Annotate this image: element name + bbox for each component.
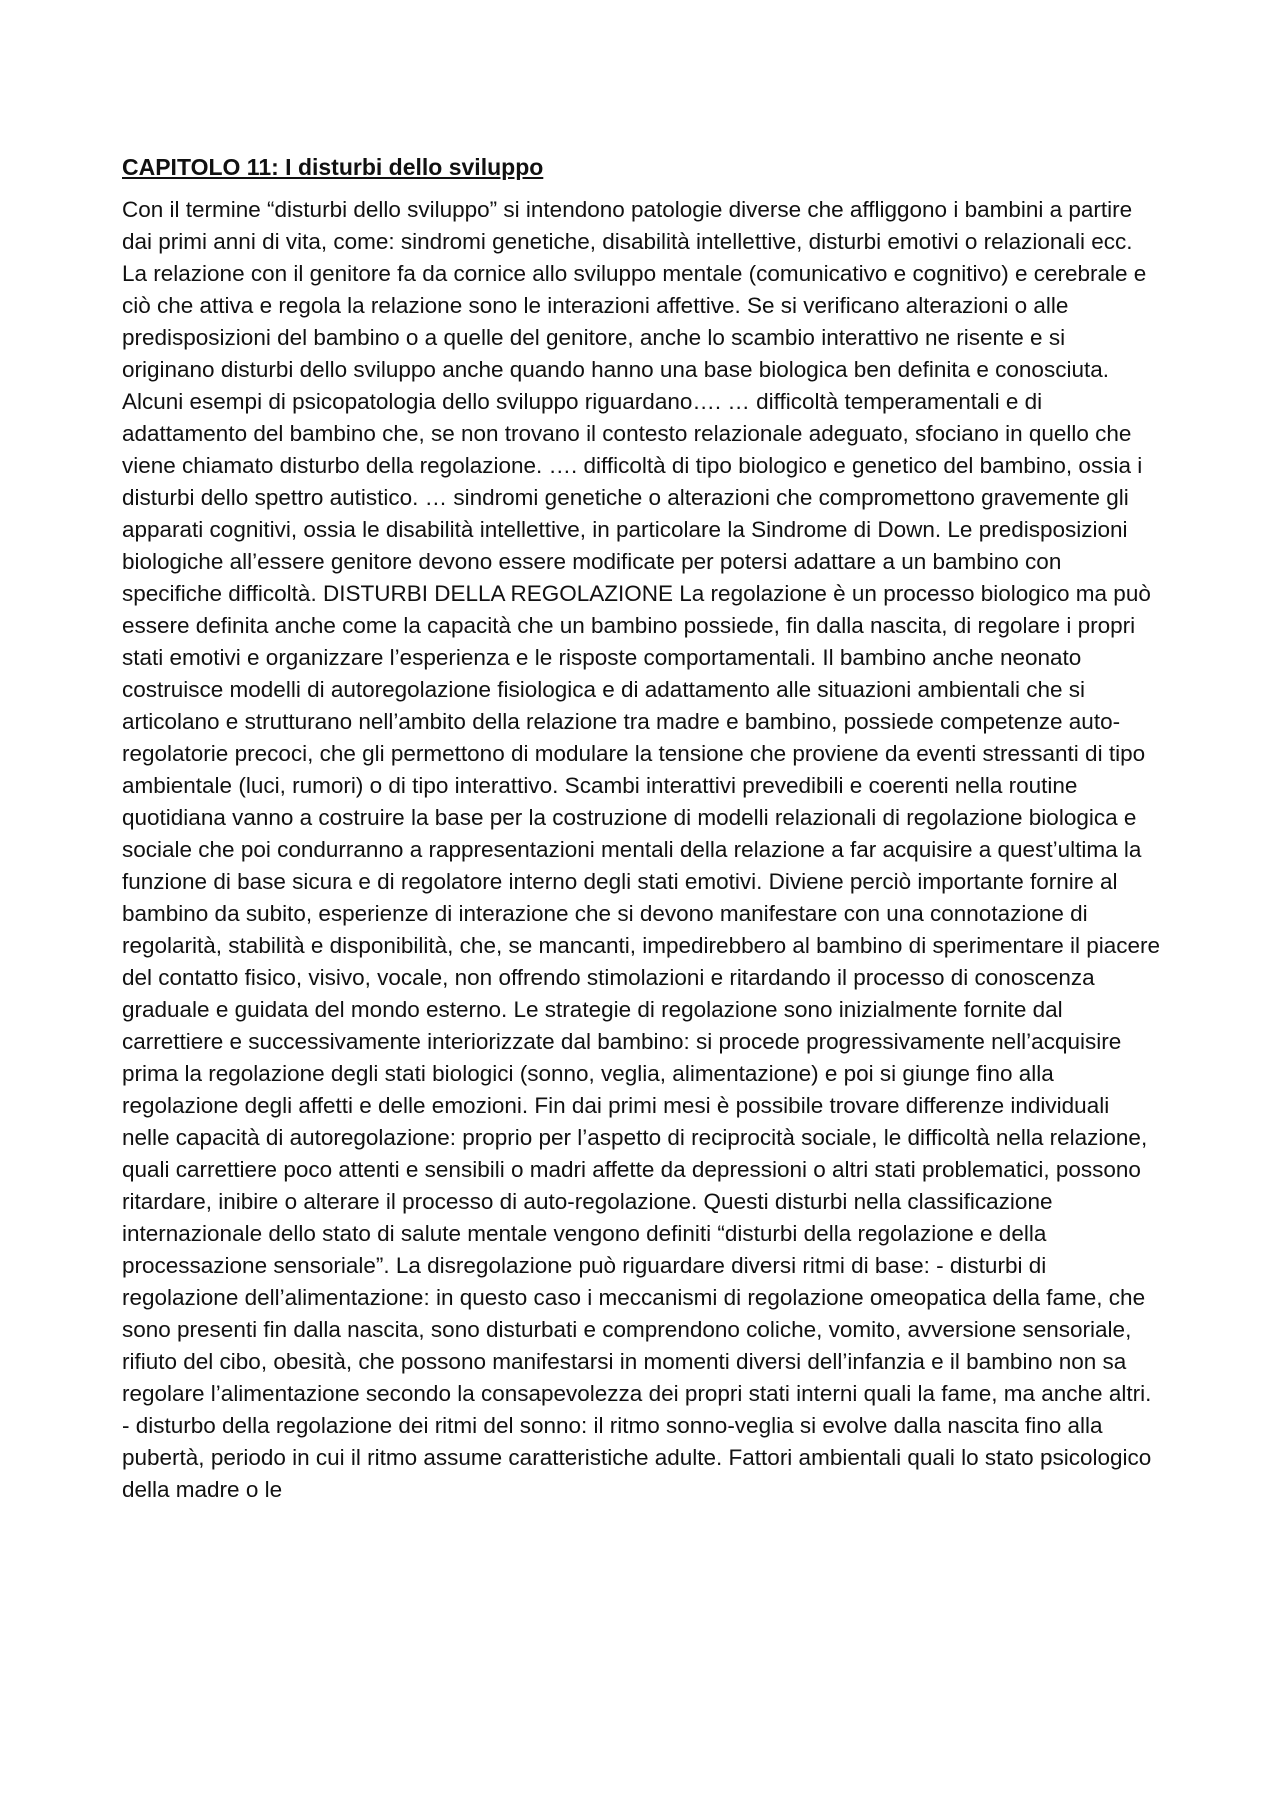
chapter-title: CAPITOLO 11: I disturbi dello sviluppo: [122, 154, 544, 180]
document-content: [122, 150, 1162, 1506]
body-paragraph: Con il termine “disturbi dello sviluppo” si intendono patologie diverse che affliggono i bambini a partire dai primi anni di vita, come: sindromi genetiche, disabilità intellettive, disturbi emotivi o relazionali ecc. La relazione con il genitore fa da cornice allo sviluppo mentale (comunicativo e cognitivo) e cerebrale e ciò che attiva e regola la relazione sono le interazioni affettive. Se si verificano alterazioni o alle predisposizioni del bambino o a quelle del genitore, anche lo scambio interattivo ne risente e si originano disturbi dello sviluppo anche quando hanno una base biologica ben definita e conosciuta. Alcuni esempi di psicopatologia dello sviluppo riguardano…. … difficoltà temperamentali e di adattamento del bambino che, se non trovano il contesto relazionale adeguato, sfociano in quello che viene chiamato disturbo della regolazione. …. difficoltà di tipo biologico e genetico del bambino, ossia i disturbi dello spettro autistico. … sindromi genetiche o alterazioni che compromettono gravemente gli apparati cognitivi, ossia le disabilità intellettive, in particolare la Sindrome di Down. Le predisposizioni biologiche all’essere genitore devono essere modificate per potersi adattare a un bambino con specifiche difficoltà. DISTURBI DELLA REGOLAZIONE La regolazione è un processo biologico ma può essere definita anche come la capacità che un bambino possiede, fin dalla nascita, di regolare i propri stati emotivi e organizzare l’esperienza e le risposte comportamentali. Il bambino anche neonato costruisce modelli di autoregolazione fisiologica e di adattamento alle situazioni ambientali che si articolano e strutturano nell’ambito della relazione tra madre e bambino, possiede competenze auto-regolatorie precoci, che gli permettono di modulare la tensione che proviene da eventi stressanti di tipo ambientale (luci, rumori) o di tipo interattivo. Scambi interattivi prevedibili e coerenti nella routine quotidiana vanno a costruire la base per la costruzione di modelli relazionali di regolazione biologica e sociale che poi condurranno a rappresentazioni mentali della relazione a far acquisire a quest’ultima la funzione di base sicura e di regolatore interno degli stati emotivi. Diviene perciò importante fornire al bambino da subito, esperienze di interazione che si devono manifestare con una connotazione di regolarità, stabilità e disponibilità, che, se mancanti, impedirebbero al bambino di sperimentare il piacere del contatto fisico, visivo, vocale, non offrendo stimolazioni e ritardando il processo di conoscenza graduale e guidata del mondo esterno. Le strategie di regolazione sono inizialmente fornite dal carrettiere e successivamente interiorizzate dal bambino: si procede progressivamente nell’acquisire prima la regolazione degli stati biologici (sonno, veglia, alimentazione) e poi si giunge fino alla regolazione degli affetti e delle emozioni. Fin dai primi mesi è possibile trovare differenze individuali nelle capacità di autoregolazione: proprio per l’aspetto di reciprocità sociale, le difficoltà nella relazione, quali carrettiere poco attenti e sensibili o madri affette da depressioni o altri stati problematici, possono ritardare, inibire o alterare il processo di auto-regolazione. Questi disturbi nella classificazione internazionale dello stato di salute mentale vengono definiti “disturbi della regolazione e della processazione sensoriale”. La disregolazione può riguardare diversi ritmi di base: - disturbi di regolazione dell’alimentazione: in questo caso i meccanismi di regolazione omeopatica della fame, che sono presenti fin dalla nascita, sono disturbati e comprendono coliche, vomito, avversione sensoriale, rifiuto del cibo, obesità, che possono manifestarsi in momenti diversi dell’infanzia e il bambino non sa regolare l’alimentazione secondo la consapevolezza dei propri stati interni quali la fame, ma anche altri. - disturbo della regolazione dei ritmi del sonno: il ritmo sonno-veglia si evolve dalla nascita fino alla pubertà, periodo in cui il ritmo assume caratteristiche adulte. Fattori ambientali quali lo stato psicologico della madre o le: [122, 197, 1161, 1502]
